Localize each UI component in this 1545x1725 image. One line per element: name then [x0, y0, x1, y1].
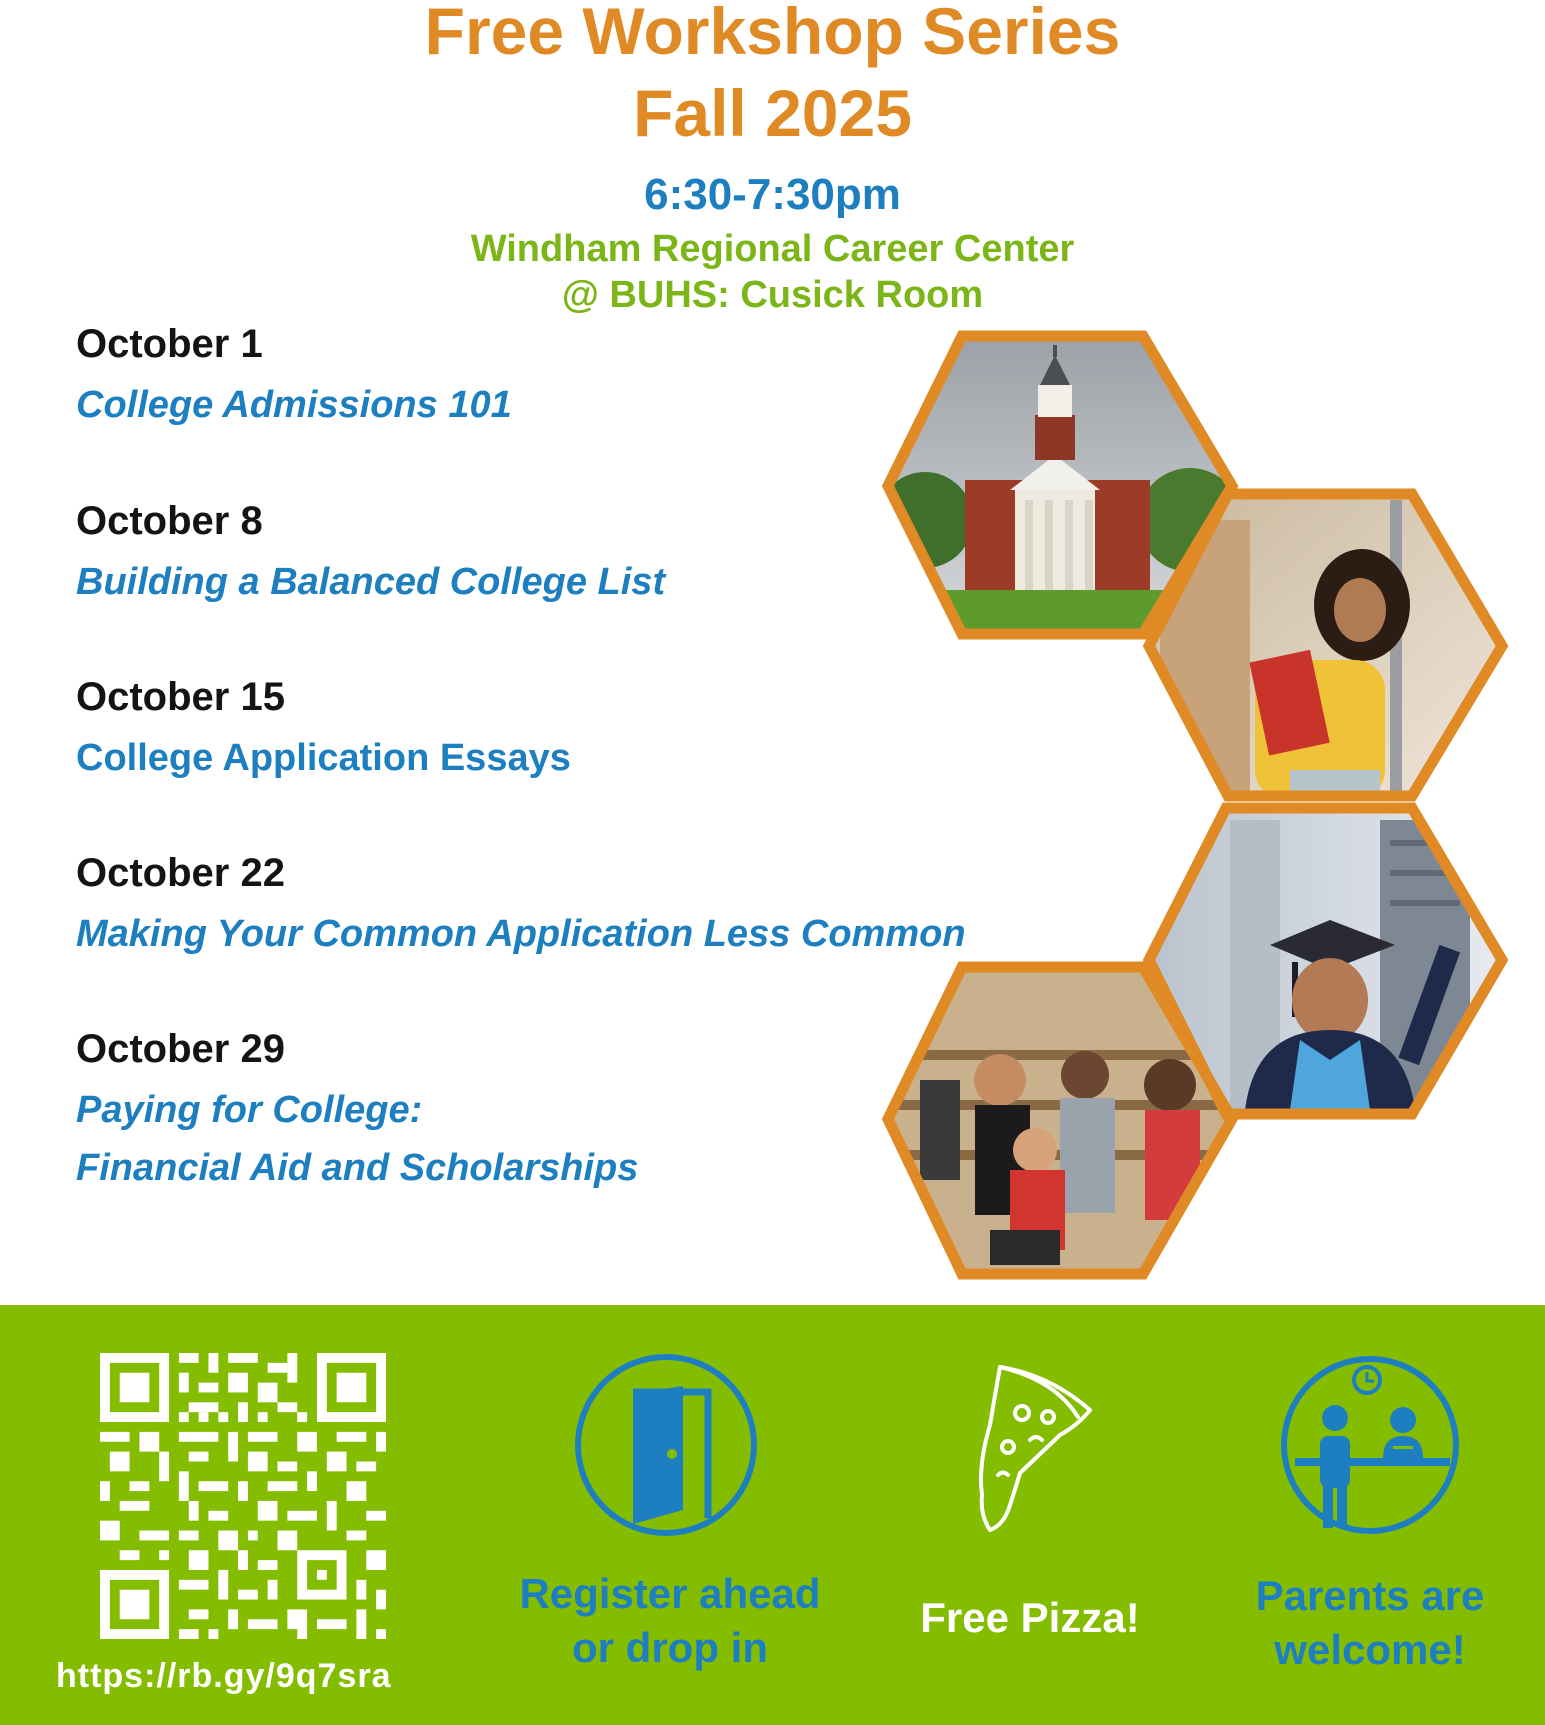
session-date: October 29 [76, 1027, 285, 1071]
footer-banner [0, 1305, 1545, 1725]
parents-caption-line-2: welcome! [1274, 1626, 1466, 1673]
parents-caption-line-1: Parents are [1255, 1572, 1485, 1619]
session-title: Building a Balanced College List [76, 561, 666, 603]
session-date: October 1 [76, 322, 263, 366]
session-title: College Application Essays [76, 737, 571, 779]
location-line-1: Windham Regional Career Center [470, 228, 1075, 270]
page-title: Free Workshop Series [424, 0, 1121, 68]
session-date: October 8 [76, 499, 263, 543]
register-caption-line-1: Register ahead [519, 1570, 821, 1617]
session-title-line-1: Paying for College: [76, 1089, 423, 1131]
page-subtitle: Fall 2025 [633, 76, 912, 150]
registration-url[interactable]: https://rb.gy/9q7sra [56, 1657, 392, 1695]
pizza-slice-icon [960, 1355, 1100, 1535]
qr-code-icon[interactable] [100, 1353, 386, 1639]
session-date: October 15 [76, 675, 285, 719]
session-title: Making Your Common Application Less Common [76, 913, 966, 955]
register-caption [495, 1567, 845, 1675]
session-title-line-2: Financial Aid and Scholarships [76, 1147, 639, 1189]
open-door-icon [571, 1350, 761, 1540]
pizza-caption: Free Pizza! [920, 1594, 1140, 1641]
location-line-2: @ BUHS: Cusick Room [561, 274, 984, 316]
register-caption-line-2: or drop in [572, 1624, 768, 1671]
event-time: 6:30-7:30pm [644, 170, 901, 219]
reception-desk-icon [1275, 1350, 1465, 1540]
session-title: College Admissions 101 [76, 384, 512, 426]
session-date: October 22 [76, 851, 285, 895]
parents-caption [1215, 1569, 1525, 1677]
